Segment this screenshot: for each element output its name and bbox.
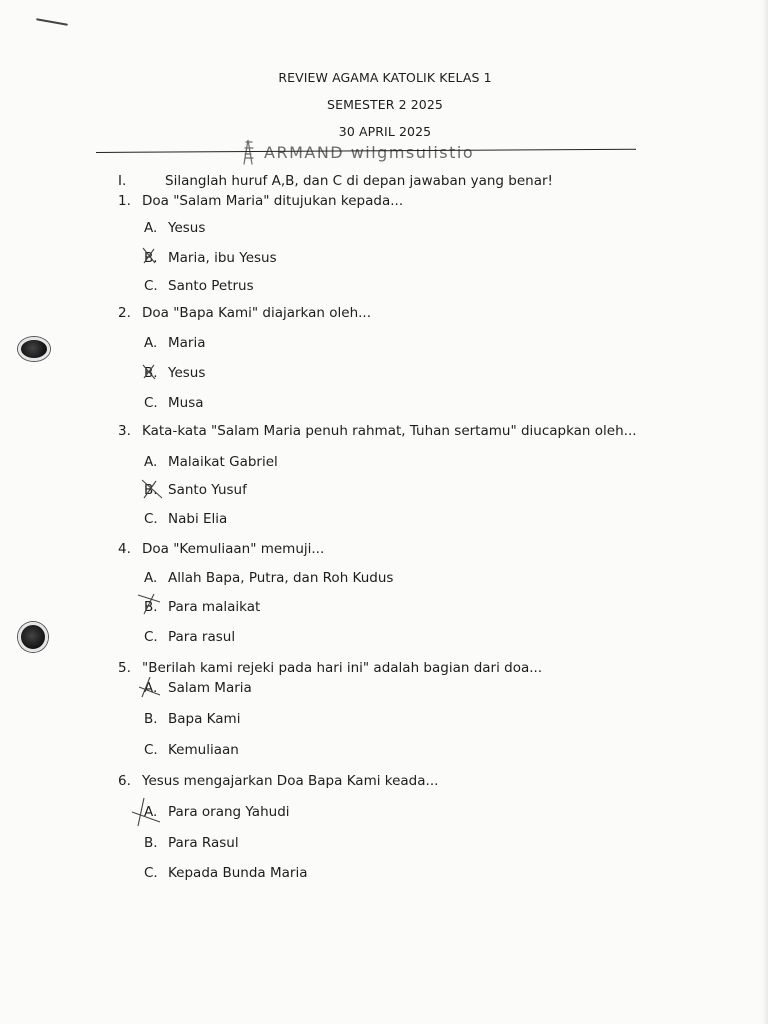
option-text: Bapa Kami (168, 711, 241, 727)
question-text: Doa "Bapa Kami" diajarkan oleh... (142, 305, 371, 321)
option-letter: C. (144, 511, 158, 527)
question-text: Doa "Kemuliaan" memuji... (142, 541, 325, 557)
question-number: 6. (118, 773, 131, 789)
option-letter: B. (144, 250, 158, 266)
instruction-text: Silanglah huruf A,B, dan C di depan jawaban yang benar! (165, 173, 553, 189)
option-text: Maria, ibu Yesus (168, 250, 277, 266)
question-number: 2. (118, 305, 131, 321)
option-text: Para malaikat (168, 599, 261, 615)
option-letter: C. (144, 865, 158, 881)
option-text: Maria (168, 335, 206, 351)
option-text: Santo Yusuf (168, 482, 247, 498)
worksheet-semester: SEMESTER 2 2025 (327, 97, 443, 112)
option-letter: C. (144, 278, 158, 294)
option-text: Para orang Yahudi (168, 804, 290, 820)
option-text: Nabi Elia (168, 511, 228, 527)
pencil-stroke-mark (36, 18, 68, 26)
option-text: Santo Petrus (168, 278, 254, 294)
option-letter: B. (144, 365, 158, 381)
question-number: 4. (118, 541, 131, 557)
option-text: Para Rasul (168, 835, 239, 851)
option-letter: A. (144, 220, 158, 236)
option-letter: A. (144, 804, 158, 820)
option-text: Yesus (168, 220, 206, 236)
option-text: Salam Maria (168, 680, 252, 696)
question-number: 5. (118, 660, 131, 676)
instruction-number: I. (118, 173, 127, 189)
student-name-text: ARMAND wilgmsulistio (264, 143, 475, 162)
option-letter: C. (144, 742, 158, 758)
binder-punch-hole (18, 622, 48, 652)
option-letter: B. (144, 599, 158, 615)
page-edge-shadow (762, 0, 768, 1024)
question-number: 3. (118, 423, 131, 439)
handwritten-student-name (240, 136, 550, 168)
question-text: Kata-kata "Salam Maria penuh rahmat, Tuhan sertamu" diucapkan oleh... (142, 423, 637, 439)
question-text: Doa "Salam Maria" ditujukan kepada... (142, 193, 404, 209)
option-letter: B. (144, 711, 158, 727)
option-letter: A. (144, 570, 158, 586)
option-letter: C. (144, 629, 158, 645)
question-text: Yesus mengajarkan Doa Bapa Kami keada... (142, 773, 439, 789)
option-text: Kepada Bunda Maria (168, 865, 308, 881)
option-text: Allah Bapa, Putra, dan Roh Kudus (168, 570, 394, 586)
question-text: "Berilah kami rejeki pada hari ini" adalah bagian dari doa... (142, 660, 543, 676)
option-text: Kemuliaan (168, 742, 239, 758)
option-text: Malaikat Gabriel (168, 454, 278, 470)
worksheet-title: REVIEW AGAMA KATOLIK KELAS 1 (278, 70, 492, 85)
option-letter: A. (144, 335, 158, 351)
worksheet-date: 30 APRIL 2025 (338, 124, 432, 139)
option-letter: B. (144, 835, 158, 851)
option-letter: A. (144, 680, 158, 696)
question-number: 1. (118, 193, 131, 209)
option-letter: B. (144, 482, 158, 498)
binder-punch-hole (18, 337, 50, 361)
option-letter: A. (144, 454, 158, 470)
option-text: Musa (168, 395, 204, 411)
option-letter: C. (144, 395, 158, 411)
option-text: Para rasul (168, 629, 236, 645)
option-text: Yesus (168, 365, 206, 381)
